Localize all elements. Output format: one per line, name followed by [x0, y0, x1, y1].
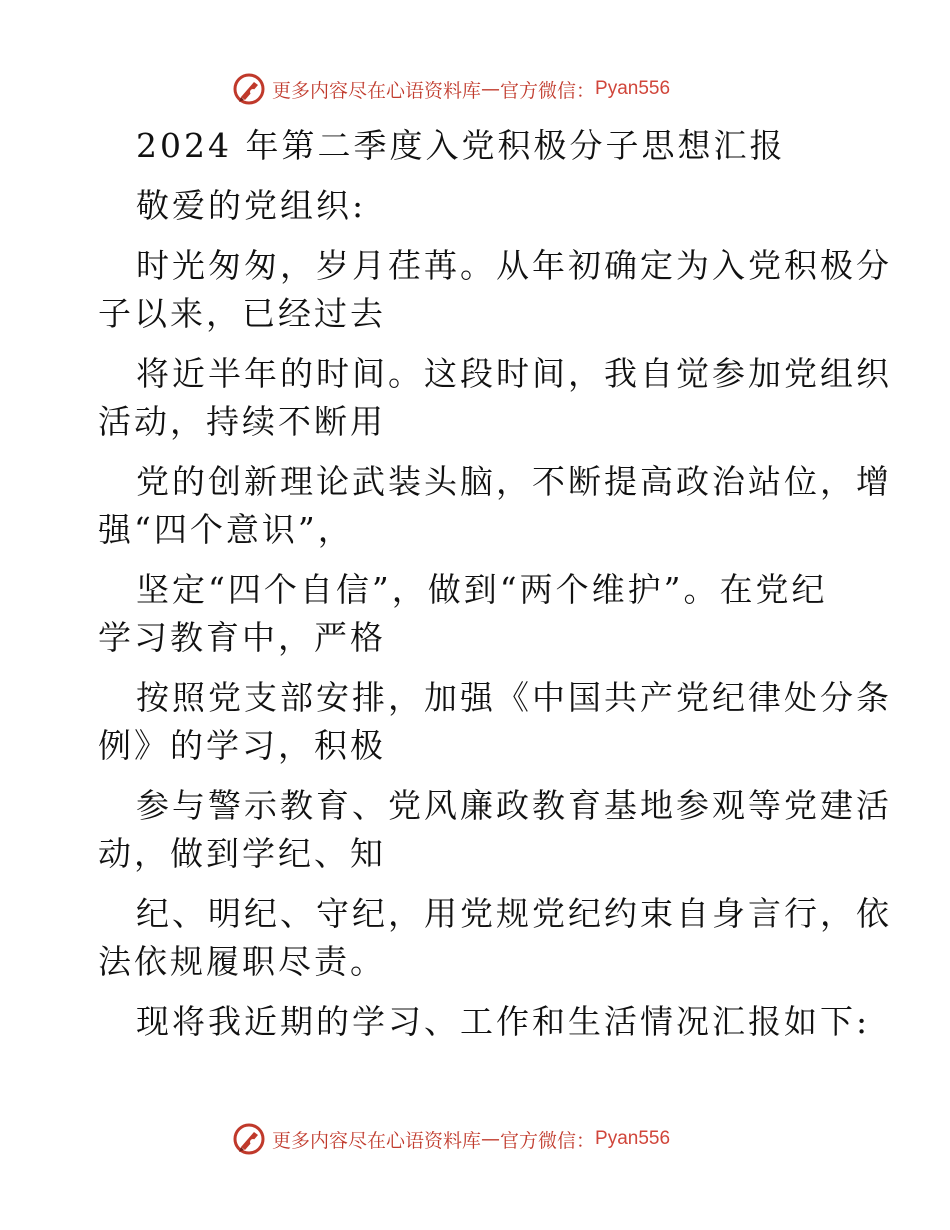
watermark-official-label: 官方微信：: [500, 79, 596, 102]
paragraph-line: 参与警示教育、党风廉政教育基地参观等党建活: [136, 786, 892, 825]
watermark-wechat-id: Pyan556: [595, 78, 671, 99]
paragraph-line: 活动，持续不断用: [98, 402, 386, 441]
pen-seal-icon: [232, 72, 266, 106]
document-body: [98, 122, 892, 1058]
paragraph-line: 例》的学习，积极: [98, 726, 386, 765]
paragraph-line: 强“四个意识”，: [98, 510, 354, 549]
watermark-official-label: 官方微信：: [500, 1129, 596, 1152]
watermark-main-text: 更多内容尽在心语资料库: [272, 1129, 482, 1152]
paragraph-line: 法依规履职尽责。: [98, 942, 386, 981]
paragraph-line: 坚定“四个自信”，做到“两个维护”。在党纪: [136, 570, 828, 609]
watermark-separator: —: [481, 1128, 501, 1150]
paragraph-line: 时光匆匆，岁月荏苒。从年初确定为入党积极分: [136, 246, 892, 285]
pen-seal-icon: [232, 1122, 266, 1156]
paragraph-line: 按照党支部安排，加强《中国共产党纪律处分条: [136, 678, 892, 717]
watermark-wechat-id: Pyan556: [595, 1128, 671, 1149]
watermark-main-text: 更多内容尽在心语资料库: [272, 79, 482, 102]
paragraph-line: 动，做到学纪、知: [98, 834, 386, 873]
paragraph-line: 纪、明纪、守纪，用党规党纪约束自身言行，依: [136, 894, 892, 933]
watermark-separator: —: [481, 78, 501, 100]
document-title: 2024 年第二季度入党积极分子思想汇报: [136, 126, 786, 165]
header-watermark: [232, 72, 712, 106]
paragraph-line: 学习教育中，严格: [98, 618, 386, 657]
paragraph-line: 党的创新理论武装头脑，不断提高政治站位，增: [136, 462, 892, 501]
paragraph-line: 现将我近期的学习、工作和生活情况汇报如下:: [136, 1002, 871, 1041]
paragraph-line: 子以来，已经过去: [98, 294, 386, 333]
paragraph-line: 将近半年的时间。这段时间，我自觉参加党组织: [136, 354, 892, 393]
document-salutation: 敬爱的党组织:: [136, 186, 367, 225]
footer-watermark: [232, 1122, 712, 1156]
